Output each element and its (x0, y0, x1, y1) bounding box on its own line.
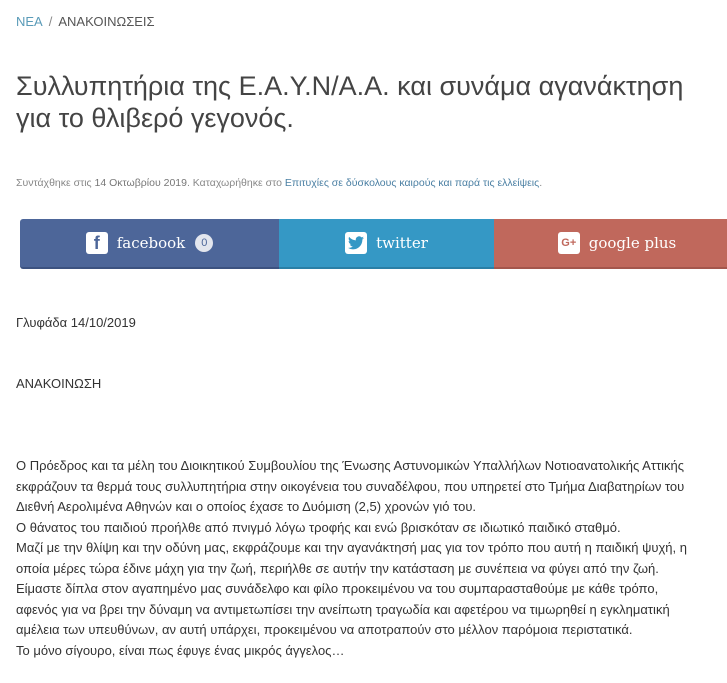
meta-written-prefix: Συντάχθηκε στις (16, 177, 92, 189)
article-line: Μαζί με την θλίψη και την οδύνη μας, εκφράζουμε και την αγανάκτησή μας για τον τρόπο που αυτή η παιδική ψυχή, η (16, 540, 687, 555)
share-twitter-label: twitter (376, 234, 428, 252)
facebook-icon: f (86, 232, 108, 254)
article-announcement-label: ΑΝΑΚΟΙΝΩΣΗ (16, 376, 102, 391)
breadcrumb-separator: / (48, 14, 53, 29)
article-place-date: Γλυφάδα 14/10/2019 (16, 315, 136, 330)
share-facebook-label: facebook (116, 234, 186, 252)
breadcrumb-current-link[interactable]: ΑΝΑΚΟΙΝΩΣΕΙΣ (58, 14, 155, 29)
share-google-plus-label: google plus (588, 234, 677, 252)
article-line: Το μόνο σίγουρο, είναι πως έφυγε ένας μικρός άγγελος… (16, 642, 345, 658)
share-google-plus-button[interactable] (494, 219, 727, 269)
article-meta (16, 177, 542, 189)
share-count-badge: 0 (195, 234, 213, 252)
google-plus-icon: G+ (558, 232, 580, 254)
article-line: Ο θάνατος του παιδιού προήλθε από πνιγμό λόγω τροφής και ενώ βρισκόταν σε ιδιωτικό παιδικό σταθμό. (16, 519, 621, 535)
share-bar (20, 219, 727, 269)
article-line: Είμαστε δίπλα στον αγαπημένο μας συνάδελφο και φίλο προκειμένου να του συμπαρασταθούμε με κάθε τρόπο, (16, 581, 659, 596)
twitter-icon (345, 232, 367, 254)
article-line: αμέλεια των υπευθύνων, αν αυτή υπάρχει, προκειμένου να αποτραπούν στο μέλλον παρόμοια περιστατικά. (16, 622, 633, 637)
article-line: αφενός για να βρει την δύναμη να αντιμετωπίσει την ανείπωτη τραγωδία και αφετέρου να τιμωρηθεί η εγκληματική (16, 601, 670, 617)
breadcrumb (16, 14, 155, 29)
meta-date: 14 Οκτωβρίου 2019 (94, 177, 187, 189)
page-title (16, 70, 727, 134)
page-title-line-1: Συλλυπητήρια της Ε.Α.Υ.Ν/Α.Α. και συνάμα αγανάκτηση (16, 71, 684, 101)
article-line: οποία μέρες τώρα έδινε μάχη για την ζωή, περιήλθε σε αυτήν την κατάσταση με συνέπεια να φύγει από την ζωή. (16, 560, 659, 576)
article-body (16, 456, 687, 661)
page-title-line-2: για το θλιβερό γεγονός. (16, 103, 294, 133)
meta-suffix: . (539, 177, 543, 189)
meta-category-link[interactable]: Επιτυχίες σε δύσκολους καιρούς και παρά τις ελλείψεις (284, 177, 540, 189)
article-line: Ο Πρόεδρος και τα μέλη του Διοικητικού Συμβουλίου της Ένωσης Αστυνομικών Υπαλλήλων Νοτιοανατολικής Αττικής (16, 458, 684, 473)
article-line: Διεθνή Αερολιμένα Αθηνών και ο οποίος έχασε το Δυόμιση (2,5) χρονών γιό του. (16, 499, 477, 514)
share-facebook-button[interactable] (20, 219, 279, 269)
article-line: εκφράζουν τα θερμά τους συλλυπητήρια στην οικογένεια του συναδέλφου, που υπηρετεί στο Τμήμα Διαβατηρίων του (16, 478, 685, 494)
share-twitter-button[interactable] (279, 219, 494, 269)
breadcrumb-home-link[interactable]: ΝΕΑ (16, 14, 43, 29)
meta-category-prefix: . Καταχωρήθηκε στο (186, 177, 282, 189)
